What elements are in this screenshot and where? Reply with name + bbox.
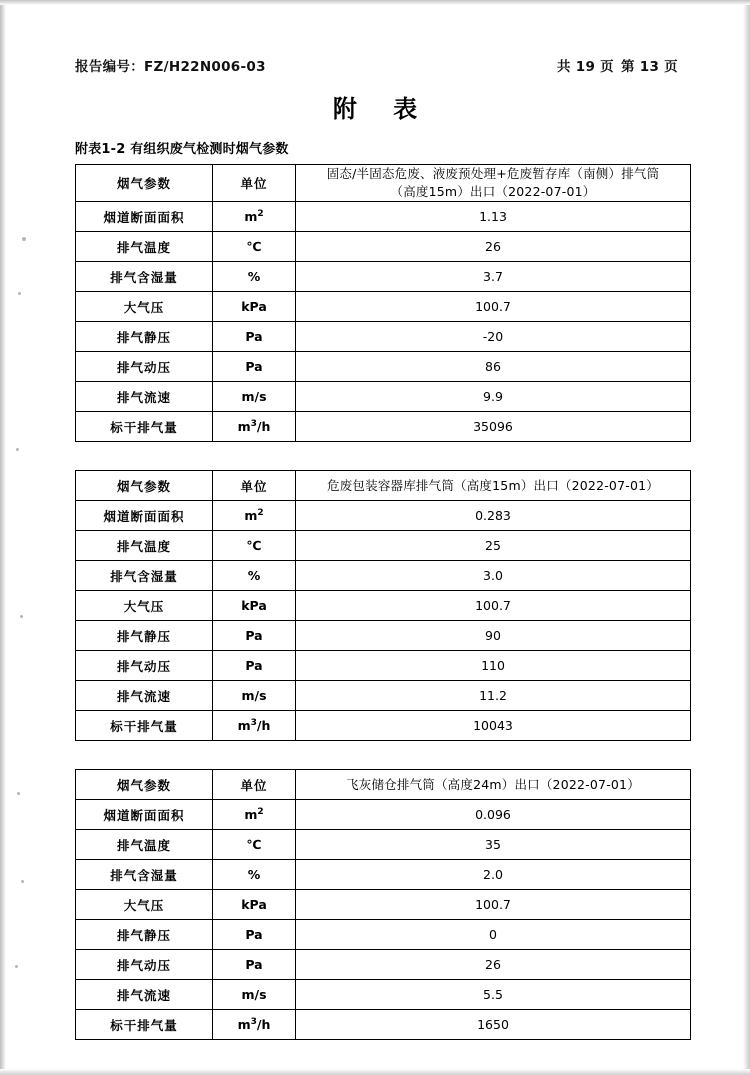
row-unit: ℃: [213, 830, 296, 860]
row-value: 10043: [296, 711, 691, 741]
row-parameter: 排气流速: [76, 681, 213, 711]
row-value: 3.0: [296, 561, 691, 591]
scan-edge-left: [0, 0, 6, 1075]
row-value: 110: [296, 651, 691, 681]
row-value: 100.7: [296, 292, 691, 322]
scan-speck: [20, 615, 23, 618]
row-value: 100.7: [296, 890, 691, 920]
row-parameter: 烟道断面面积: [76, 800, 213, 830]
page-total: 共 19 页: [557, 59, 614, 75]
row-unit: kPa: [213, 890, 296, 920]
table-row: [76, 681, 691, 711]
row-value: 86: [296, 352, 691, 382]
row-parameter: 烟道断面面积: [76, 501, 213, 531]
row-parameter: 排气温度: [76, 830, 213, 860]
table-row: [76, 800, 691, 830]
header-source: 危废包装容器库排气筒（高度15m）出口（2022-07-01）: [296, 471, 691, 501]
row-unit: $m^2$: [213, 501, 296, 531]
row-parameter: 标干排气量: [76, 412, 213, 442]
row-unit: Pa: [213, 920, 296, 950]
row-value: 25: [296, 531, 691, 561]
page-header: [75, 55, 678, 75]
table-row: [76, 920, 691, 950]
table-row: [76, 322, 691, 352]
row-parameter: 烟道断面面积: [76, 202, 213, 232]
scan-speck: [16, 448, 19, 451]
row-value: 35096: [296, 412, 691, 442]
row-unit: Pa: [213, 352, 296, 382]
table-row: [76, 202, 691, 232]
table-row: [76, 711, 691, 741]
row-unit: $m^3/h$: [213, 412, 296, 442]
page-title: 附 表: [332, 95, 432, 123]
row-unit: ℃: [213, 531, 296, 561]
row-unit: m/s: [213, 980, 296, 1010]
table-row: [76, 262, 691, 292]
row-value: 0.096: [296, 800, 691, 830]
row-parameter: 排气流速: [76, 382, 213, 412]
row-unit: kPa: [213, 292, 296, 322]
table-row: [76, 501, 691, 531]
row-parameter: 排气动压: [76, 352, 213, 382]
table-row: [76, 412, 691, 442]
row-value: 3.7: [296, 262, 691, 292]
header-source-line2: （高度15m）出口（2022-07-01）: [390, 184, 596, 200]
section-title: 附表1-2 有组织废气检测时烟气参数: [75, 142, 289, 157]
scan-speck: [15, 965, 18, 968]
row-value: 2.0: [296, 860, 691, 890]
table-header-row: [76, 770, 691, 800]
scan-edge-bottom: [0, 1069, 750, 1075]
row-parameter: 大气压: [76, 591, 213, 621]
row-unit: m/s: [213, 681, 296, 711]
row-value: 0: [296, 920, 691, 950]
row-parameter: 排气静压: [76, 621, 213, 651]
row-unit: Pa: [213, 950, 296, 980]
row-unit: $m^3/h$: [213, 711, 296, 741]
row-parameter: 排气含湿量: [76, 860, 213, 890]
table-row: [76, 890, 691, 920]
table-row: [76, 292, 691, 322]
flue-gas-table-1: [75, 164, 691, 442]
header-parameter: 烟气参数: [76, 165, 213, 202]
row-value: 1.13: [296, 202, 691, 232]
row-unit: $m^2$: [213, 202, 296, 232]
header-source-line1: 固态/半固态危废、液废预处理+危废暂存库（南侧）排气筒: [326, 166, 660, 181]
row-parameter: 排气静压: [76, 920, 213, 950]
table-row: [76, 531, 691, 561]
table-row: [76, 591, 691, 621]
table-row: [76, 561, 691, 591]
scan-speck: [21, 880, 24, 883]
header-source: 飞灰储仓排气筒（高度24m）出口（2022-07-01）: [296, 770, 691, 800]
row-unit: %: [213, 561, 296, 591]
scan-speck: [22, 237, 26, 241]
page-number: [555, 55, 678, 75]
row-parameter: 排气动压: [76, 651, 213, 681]
row-unit: Pa: [213, 621, 296, 651]
row-unit: %: [213, 860, 296, 890]
row-unit: m/s: [213, 382, 296, 412]
row-value: 11.2: [296, 681, 691, 711]
row-unit: Pa: [213, 651, 296, 681]
row-value: 0.283: [296, 501, 691, 531]
table-row: [76, 830, 691, 860]
row-unit: ℃: [213, 232, 296, 262]
row-unit: $m^2$: [213, 800, 296, 830]
header-unit: 单位: [213, 165, 296, 202]
row-unit: $m^3/h$: [213, 1010, 296, 1040]
row-value: 26: [296, 232, 691, 262]
page-current: 第 13 页: [621, 59, 678, 75]
header-source: [296, 165, 691, 202]
row-parameter: 排气温度: [76, 232, 213, 262]
table-row: [76, 1010, 691, 1040]
row-unit: %: [213, 262, 296, 292]
scan-speck: [17, 792, 20, 795]
table-row: [76, 980, 691, 1010]
header-parameter: 烟气参数: [76, 471, 213, 501]
scan-speck: [18, 292, 21, 295]
row-parameter: 大气压: [76, 292, 213, 322]
table-row: [76, 950, 691, 980]
row-value: -20: [296, 322, 691, 352]
row-value: 35: [296, 830, 691, 860]
header-parameter: 烟气参数: [76, 770, 213, 800]
row-parameter: 标干排气量: [76, 711, 213, 741]
scan-edge-top: [0, 0, 750, 5]
row-parameter: 排气含湿量: [76, 561, 213, 591]
table-header-row: [76, 471, 691, 501]
row-parameter: 排气静压: [76, 322, 213, 352]
row-parameter: 排气含湿量: [76, 262, 213, 292]
page-content: [75, 55, 678, 1068]
row-parameter: 大气压: [76, 890, 213, 920]
row-value: 9.9: [296, 382, 691, 412]
header-unit: 单位: [213, 770, 296, 800]
row-value: 100.7: [296, 591, 691, 621]
table-row: [76, 860, 691, 890]
flue-gas-table-3: [75, 769, 691, 1040]
row-value: 90: [296, 621, 691, 651]
row-parameter: 排气温度: [76, 531, 213, 561]
table-row: [76, 382, 691, 412]
table-row: [76, 651, 691, 681]
table-row: [76, 232, 691, 262]
scan-edge-right: [743, 0, 750, 1075]
table-row: [76, 352, 691, 382]
row-value: 26: [296, 950, 691, 980]
table-row: [76, 621, 691, 651]
header-unit: 单位: [213, 471, 296, 501]
row-parameter: 标干排气量: [76, 1010, 213, 1040]
row-unit: kPa: [213, 591, 296, 621]
flue-gas-table-2: [75, 470, 691, 741]
report-number: 报告编号：FZ/H22N006-03: [75, 59, 266, 75]
row-value: 5.5: [296, 980, 691, 1010]
table-header-row: [76, 165, 691, 202]
row-parameter: 排气动压: [76, 950, 213, 980]
row-unit: Pa: [213, 322, 296, 352]
row-parameter: 排气流速: [76, 980, 213, 1010]
row-value: 1650: [296, 1010, 691, 1040]
